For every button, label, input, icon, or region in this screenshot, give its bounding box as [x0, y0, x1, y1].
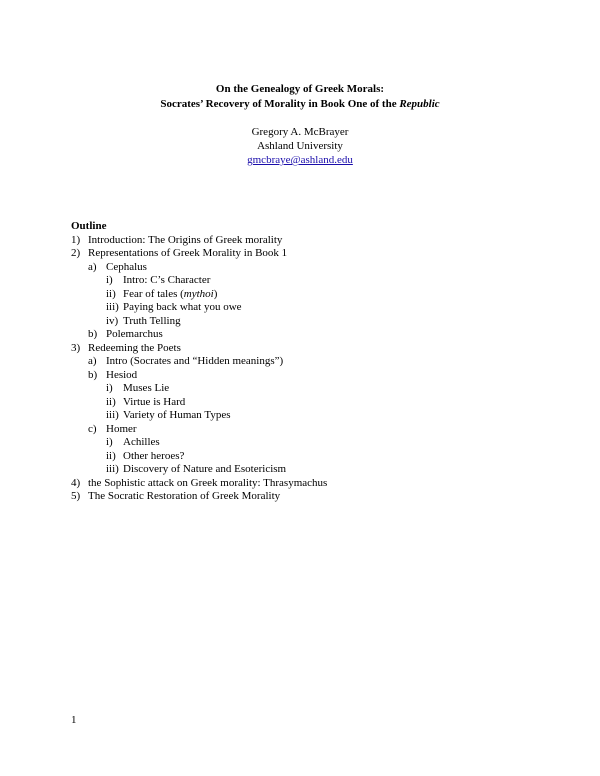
item-number: c) [88, 422, 97, 435]
list-item [71, 314, 181, 329]
item-text: Intro (Socrates and “Hidden meanings”) [106, 355, 284, 367]
author-email-link[interactable]: gmcbraye@ashland.edu [247, 154, 353, 166]
item-text: The Socratic Restoration of Greek Morality [88, 490, 281, 502]
outline [71, 220, 328, 504]
list-item [71, 368, 138, 383]
paper-title [0, 82, 600, 112]
item-text: Polemarchus [106, 328, 163, 340]
list-item [71, 260, 147, 275]
list-item [71, 476, 328, 491]
item-text: Intro: C’s Character [123, 274, 211, 286]
item-number: iii) [106, 301, 119, 313]
list-item [71, 341, 181, 356]
list-item [71, 436, 160, 450]
list-item [71, 301, 242, 315]
title-line-1: On the Genealogy of Greek Morals: [215, 83, 385, 95]
list-item [71, 395, 186, 410]
item-text-italic: mythoi [183, 287, 214, 300]
item-text: Other heroes? [123, 449, 185, 462]
author-name: Gregory A. McBrayer [251, 126, 349, 138]
list-item [71, 274, 211, 288]
item-text: the Sophistic attack on Greek morality: Thrasymachus [88, 476, 328, 489]
list-item [71, 422, 137, 437]
item-number: b) [88, 328, 98, 340]
item-text: Cephalus [106, 260, 147, 273]
list-item [71, 328, 163, 342]
item-number: 2) [71, 247, 81, 259]
item-number: iii) [106, 463, 119, 475]
list-item [71, 463, 287, 477]
item-text: Discovery of Nature and Esotericism [123, 463, 287, 475]
item-number: 4) [71, 476, 81, 489]
list-item [71, 233, 283, 248]
list-item [71, 382, 170, 396]
title-line-2-text: Socrates’ Recovery of Morality in Book One of the [160, 98, 400, 110]
item-number: b) [88, 368, 98, 381]
item-number: i) [106, 274, 113, 286]
item-text: Muses Lie [123, 382, 170, 394]
item-text: Hesiod [106, 368, 138, 381]
item-number: i) [106, 436, 113, 448]
list-item [71, 409, 231, 423]
author-affiliation: Ashland University [257, 140, 343, 152]
title-republic: Republic [399, 98, 440, 110]
item-number: a) [88, 355, 97, 367]
item-text [123, 288, 217, 302]
item-number: ii) [106, 395, 116, 408]
item-text: Redeeming the Poets [88, 341, 181, 354]
title-line-2 [0, 97, 600, 112]
item-text-pre: Fear of tales ( [123, 287, 184, 300]
item-number: 3) [71, 341, 81, 354]
list-item [71, 287, 218, 302]
item-text: Homer [106, 422, 137, 435]
item-text: Representations of Greek Morality in Book 1 [88, 247, 288, 259]
list-item [71, 355, 284, 369]
item-number: 1) [71, 233, 81, 246]
item-number: iv) [106, 314, 119, 327]
item-text: Paying back what you owe [123, 301, 242, 313]
item-number: a) [88, 260, 97, 273]
item-number: 5) [71, 490, 81, 502]
item-number: iii) [106, 409, 119, 421]
author-block [0, 125, 600, 167]
item-number: ii) [106, 287, 116, 300]
item-number: ii) [106, 449, 116, 462]
item-text: Introduction: The Origins of Greek morality [88, 233, 283, 246]
list-item [71, 449, 185, 464]
outline-heading: Outline [71, 220, 107, 232]
item-text-post: ) [213, 287, 218, 300]
list-item [71, 247, 288, 261]
item-number: i) [106, 382, 113, 394]
item-text: Truth Telling [123, 314, 181, 327]
item-text: Achilles [123, 436, 160, 448]
page-number: 1 [71, 714, 77, 726]
item-text: Virtue is Hard [123, 395, 186, 408]
list-item [71, 490, 281, 504]
item-text: Variety of Human Types [123, 409, 231, 421]
